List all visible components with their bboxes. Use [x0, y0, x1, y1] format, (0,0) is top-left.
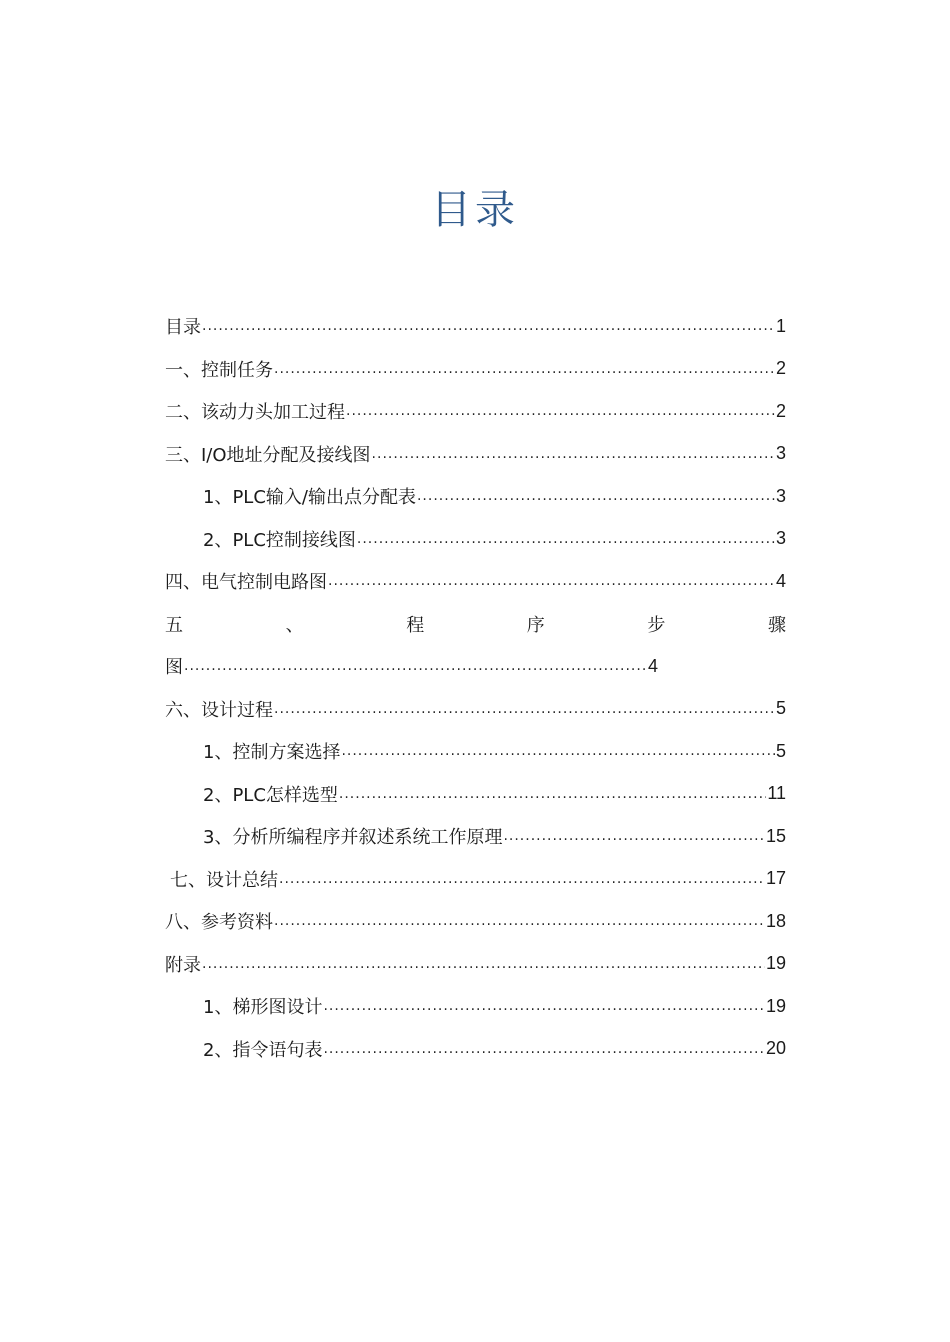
toc-entry-label: 四、电气控制电路图 [165, 572, 327, 594]
toc-leader [503, 825, 765, 847]
toc-entry-page: 2 [775, 358, 786, 379]
toc-leader [279, 868, 765, 890]
toc-entry-page: 18 [765, 910, 786, 931]
toc-entry-label: 八、参考资料 [165, 912, 273, 934]
toc-leader [202, 315, 775, 337]
toc-leader [323, 995, 765, 1017]
toc-entry-page: 5 [775, 740, 786, 761]
toc-entry-page: 19 [765, 995, 786, 1016]
toc-leader [346, 400, 775, 422]
toc-leader [328, 570, 775, 592]
toc-subentry[interactable] [165, 475, 786, 518]
toc-leader [341, 740, 775, 762]
toc-entry[interactable] [165, 943, 786, 986]
toc-subentry[interactable] [165, 730, 786, 773]
toc-subentry[interactable] [165, 1028, 786, 1071]
toc-leader [372, 443, 775, 465]
toc-leader [339, 783, 766, 805]
toc-entry-page: 15 [765, 825, 786, 846]
table-of-contents [165, 305, 786, 1070]
toc-entry-label: 1、梯形图设计 [203, 997, 323, 1019]
toc-leader [274, 910, 765, 932]
toc-entry[interactable] [165, 688, 786, 731]
toc-entry-label: 七、设计总结 [170, 869, 278, 891]
toc-entry-label: 2、指令语句表 [203, 1039, 323, 1061]
toc-entry-page: 5 [775, 698, 786, 719]
toc-entry[interactable] [165, 433, 786, 476]
toc-entry-page: 19 [765, 953, 786, 974]
toc-entry-char: 程 [406, 614, 425, 636]
toc-entry-label: 2、PLC怎样选型 [203, 784, 338, 806]
toc-leader [417, 485, 775, 507]
toc-entry[interactable] [165, 348, 786, 391]
toc-subentry[interactable] [165, 518, 786, 561]
toc-entry-label: 目录 [165, 317, 201, 339]
toc-entry-justified-line[interactable] [165, 603, 786, 646]
toc-entry-char: 、 [285, 614, 304, 636]
toc-entry[interactable] [165, 390, 786, 433]
toc-entry-label: 一、控制任务 [165, 359, 273, 381]
toc-entry-label: 六、设计过程 [165, 699, 273, 721]
toc-leader [274, 358, 775, 380]
toc-entry-label: 三、I/O地址分配及接线图 [165, 444, 371, 466]
toc-entry-char: 序 [526, 614, 545, 636]
toc-subentry[interactable] [165, 985, 786, 1028]
toc-entry-page: 3 [775, 485, 786, 506]
toc-leader [357, 528, 775, 550]
toc-entry-label: 3、分析所编程序并叙述系统工作原理 [203, 827, 503, 849]
toc-entry-page: 17 [765, 868, 786, 889]
toc-leader [274, 698, 775, 720]
toc-leader [323, 1038, 765, 1060]
toc-entry-page: 4 [775, 570, 786, 591]
toc-subentry[interactable] [165, 773, 786, 816]
toc-entry-label: 附录 [165, 954, 201, 976]
toc-entry-label: 二、该动力头加工过程 [165, 402, 345, 424]
page-title: 目录 [431, 187, 519, 233]
toc-entry-continuation[interactable] [165, 645, 658, 688]
toc-entry-page: 2 [775, 400, 786, 421]
toc-entry-page: 3 [775, 443, 786, 464]
toc-entry-page: 3 [775, 528, 786, 549]
toc-entry-char: 五 [165, 614, 183, 636]
toc-entry-page: 20 [765, 1038, 786, 1059]
toc-entry-label: 2、PLC控制接线图 [203, 529, 356, 551]
toc-entry-label: 图 [165, 657, 183, 679]
toc-entry-char: 步 [647, 614, 666, 636]
toc-entry[interactable] [165, 858, 786, 901]
toc-leader [202, 953, 765, 975]
toc-entry-page: 1 [775, 315, 786, 336]
toc-entry-char: 骤 [767, 614, 786, 636]
toc-entry-page: 4 [647, 655, 658, 676]
toc-entry-label: 1、PLC输入/输出点分配表 [203, 487, 416, 509]
toc-entry-label: 1、控制方案选择 [203, 742, 341, 764]
toc-subentry[interactable] [165, 815, 786, 858]
toc-entry[interactable] [165, 560, 786, 603]
toc-entry-page: 11 [767, 783, 786, 804]
toc-entry[interactable] [165, 305, 786, 348]
toc-leader [184, 655, 647, 677]
toc-entry[interactable] [165, 900, 786, 943]
